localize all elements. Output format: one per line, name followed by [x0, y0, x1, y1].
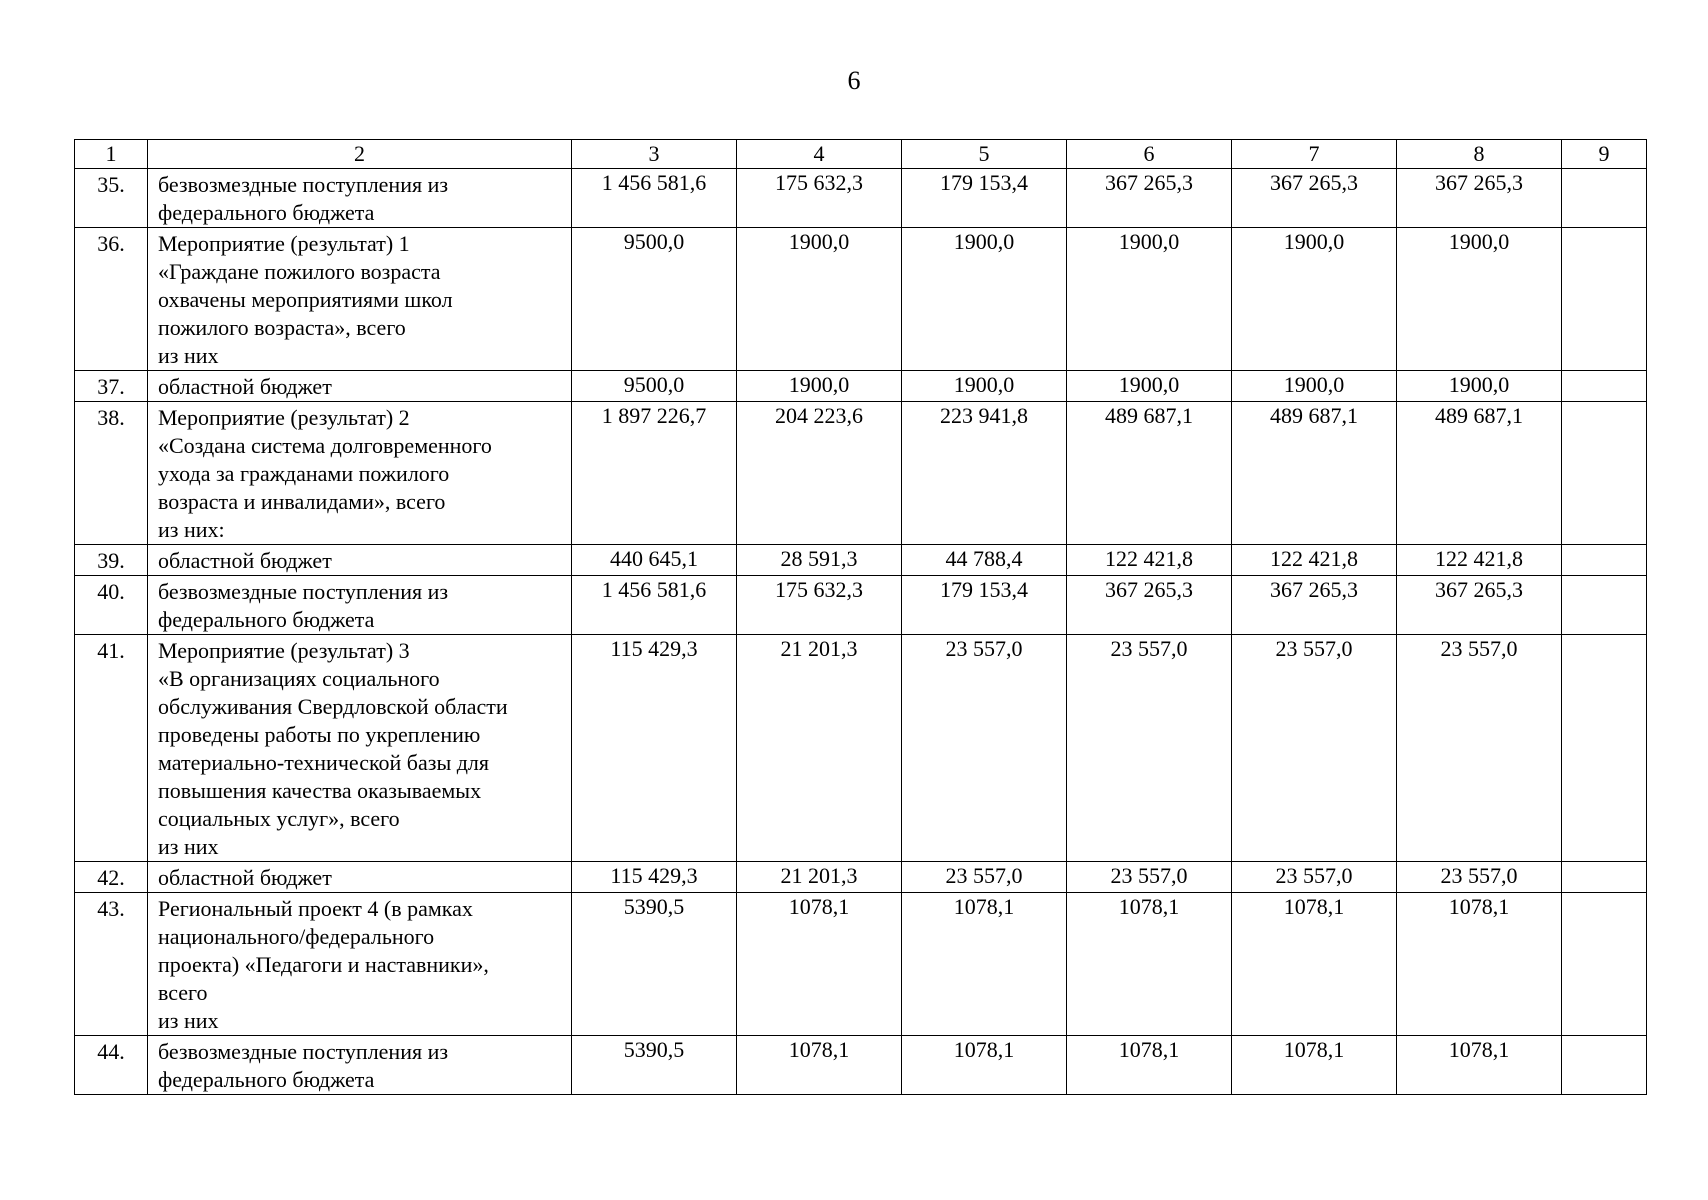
- row-name: Региональный проект 4 (в рамках национального/федерального проекта) «Педагоги и наставники», всего из них: [148, 893, 572, 1036]
- value-cell: [1562, 893, 1647, 1036]
- value-cell: 1 456 581,6: [572, 169, 737, 228]
- value-cell: 1078,1: [1067, 1036, 1232, 1095]
- value-cell: 9500,0: [572, 371, 737, 402]
- value-cell: 179 153,4: [902, 576, 1067, 635]
- value-cell: 1078,1: [1232, 1036, 1397, 1095]
- value-cell: 1078,1: [1232, 893, 1397, 1036]
- row-number: 37.: [75, 371, 148, 402]
- column-header: 1: [75, 140, 148, 169]
- value-cell: [1562, 402, 1647, 545]
- value-cell: 122 421,8: [1232, 545, 1397, 576]
- value-cell: 223 941,8: [902, 402, 1067, 545]
- value-cell: 9500,0: [572, 228, 737, 371]
- table-row: [75, 545, 1647, 576]
- value-cell: 21 201,3: [737, 862, 902, 893]
- value-cell: 1078,1: [1397, 893, 1562, 1036]
- row-name: безвозмездные поступления из федерального бюджета: [148, 169, 572, 228]
- value-cell: [1562, 545, 1647, 576]
- column-header: 7: [1232, 140, 1397, 169]
- row-name: областной бюджет: [148, 545, 572, 576]
- value-cell: 1900,0: [737, 228, 902, 371]
- value-cell: [1562, 371, 1647, 402]
- table-row: [75, 402, 1647, 545]
- value-cell: 1900,0: [902, 371, 1067, 402]
- value-cell: 175 632,3: [737, 169, 902, 228]
- column-header: 4: [737, 140, 902, 169]
- row-number: 42.: [75, 862, 148, 893]
- header-row: [75, 140, 1647, 169]
- row-name: безвозмездные поступления из федерального бюджета: [148, 576, 572, 635]
- page-number: 6: [847, 66, 861, 95]
- value-cell: [1562, 228, 1647, 371]
- value-cell: [1562, 635, 1647, 862]
- value-cell: 1078,1: [902, 1036, 1067, 1095]
- value-cell: 1078,1: [1067, 893, 1232, 1036]
- value-cell: 367 265,3: [1232, 576, 1397, 635]
- row-number: 39.: [75, 545, 148, 576]
- column-header: 5: [902, 140, 1067, 169]
- value-cell: 44 788,4: [902, 545, 1067, 576]
- value-cell: 1900,0: [1232, 228, 1397, 371]
- table-row: [75, 169, 1647, 228]
- column-header: 9: [1562, 140, 1647, 169]
- value-cell: 489 687,1: [1397, 402, 1562, 545]
- value-cell: 367 265,3: [1067, 576, 1232, 635]
- value-cell: [1562, 576, 1647, 635]
- value-cell: 21 201,3: [737, 635, 902, 862]
- value-cell: 367 265,3: [1397, 576, 1562, 635]
- value-cell: 1900,0: [902, 228, 1067, 371]
- value-cell: 23 557,0: [1067, 862, 1232, 893]
- row-name: Мероприятие (результат) 1 «Граждане пожилого возраста охвачены мероприятиями школ пожилого возраста», всего из них: [148, 228, 572, 371]
- value-cell: 489 687,1: [1232, 402, 1397, 545]
- row-number: 38.: [75, 402, 148, 545]
- table-body: [75, 169, 1647, 1095]
- value-cell: 122 421,8: [1397, 545, 1562, 576]
- value-cell: 367 265,3: [1232, 169, 1397, 228]
- row-name: областной бюджет: [148, 862, 572, 893]
- value-cell: 1 897 226,7: [572, 402, 737, 545]
- row-number: 36.: [75, 228, 148, 371]
- value-cell: 115 429,3: [572, 635, 737, 862]
- table-row: [75, 228, 1647, 371]
- budget-table: [74, 139, 1647, 1095]
- value-cell: 122 421,8: [1067, 545, 1232, 576]
- value-cell: 23 557,0: [1232, 635, 1397, 862]
- value-cell: 1078,1: [737, 893, 902, 1036]
- row-number: 44.: [75, 1036, 148, 1095]
- value-cell: 28 591,3: [737, 545, 902, 576]
- value-cell: 115 429,3: [572, 862, 737, 893]
- table-row: [75, 576, 1647, 635]
- row-number: 40.: [75, 576, 148, 635]
- value-cell: 23 557,0: [1397, 862, 1562, 893]
- column-header: 8: [1397, 140, 1562, 169]
- value-cell: 1900,0: [1397, 371, 1562, 402]
- row-name: областной бюджет: [148, 371, 572, 402]
- value-cell: 23 557,0: [1067, 635, 1232, 862]
- value-cell: 204 223,6: [737, 402, 902, 545]
- row-name: Мероприятие (результат) 3 «В организациях социального обслуживания Свердловской области проведены работы по укреплению материально-технической базы для повышения качества оказываемых социальных услуг», всего из них: [148, 635, 572, 862]
- table-row: [75, 371, 1647, 402]
- value-cell: 1 456 581,6: [572, 576, 737, 635]
- table-row: [75, 635, 1647, 862]
- value-cell: 1078,1: [737, 1036, 902, 1095]
- value-cell: 1900,0: [1397, 228, 1562, 371]
- row-number: 35.: [75, 169, 148, 228]
- value-cell: 23 557,0: [902, 635, 1067, 862]
- value-cell: 367 265,3: [1397, 169, 1562, 228]
- value-cell: 1078,1: [902, 893, 1067, 1036]
- value-cell: 23 557,0: [1232, 862, 1397, 893]
- value-cell: [1562, 1036, 1647, 1095]
- value-cell: 175 632,3: [737, 576, 902, 635]
- table-row: [75, 862, 1647, 893]
- value-cell: 1900,0: [737, 371, 902, 402]
- value-cell: 5390,5: [572, 1036, 737, 1095]
- value-cell: 1900,0: [1067, 228, 1232, 371]
- row-number: 43.: [75, 893, 148, 1036]
- value-cell: 367 265,3: [1067, 169, 1232, 228]
- row-name: Мероприятие (результат) 2 «Создана система долговременного ухода за гражданами пожилого возраста и инвалидами», всего из них:: [148, 402, 572, 545]
- value-cell: 440 645,1: [572, 545, 737, 576]
- value-cell: 1078,1: [1397, 1036, 1562, 1095]
- value-cell: 1900,0: [1067, 371, 1232, 402]
- value-cell: [1562, 169, 1647, 228]
- column-header: 3: [572, 140, 737, 169]
- table-row: [75, 893, 1647, 1036]
- row-name: безвозмездные поступления из федерального бюджета: [148, 1036, 572, 1095]
- value-cell: 179 153,4: [902, 169, 1067, 228]
- value-cell: 489 687,1: [1067, 402, 1232, 545]
- value-cell: 23 557,0: [902, 862, 1067, 893]
- table-row: [75, 1036, 1647, 1095]
- row-number: 41.: [75, 635, 148, 862]
- value-cell: 5390,5: [572, 893, 737, 1036]
- value-cell: 23 557,0: [1397, 635, 1562, 862]
- column-header: 2: [148, 140, 572, 169]
- value-cell: 1900,0: [1232, 371, 1397, 402]
- value-cell: [1562, 862, 1647, 893]
- column-header: 6: [1067, 140, 1232, 169]
